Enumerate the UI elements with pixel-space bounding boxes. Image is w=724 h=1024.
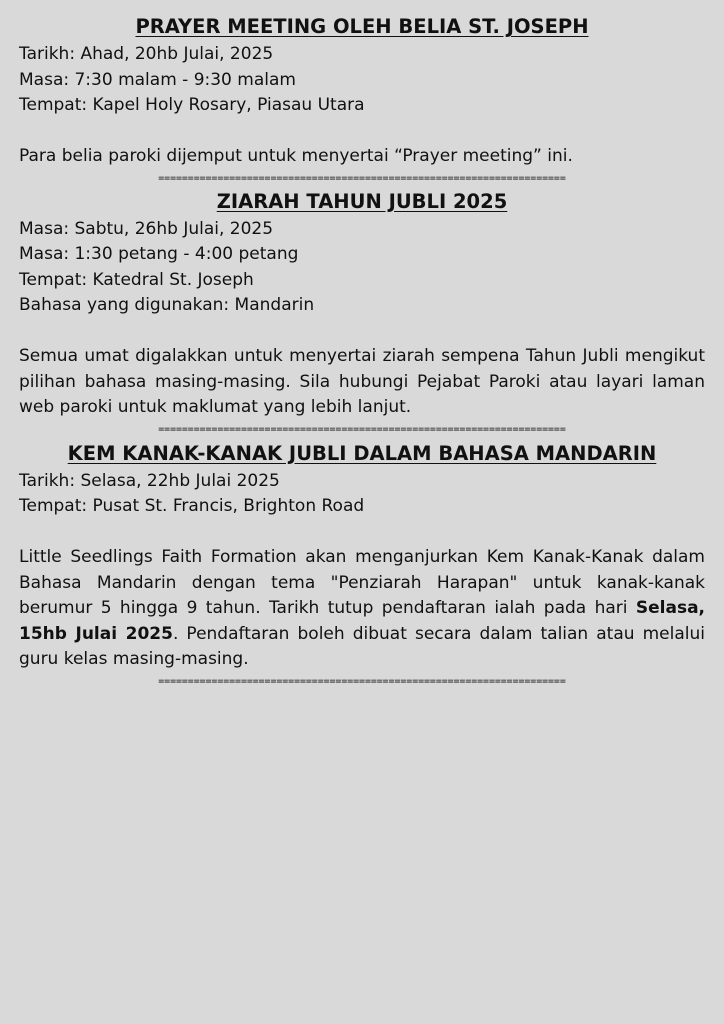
jubilee-pilgrimage-time: Masa: 1:30 petang - 4:00 petang [19, 244, 299, 264]
jubilee-pilgrimage-section [19, 187, 705, 421]
jubilee-pilgrimage-language: Bahasa yang digunakan: Mandarin [19, 295, 315, 315]
prayer-meeting-body: Para belia paroki dijemput untuk menyertai “Prayer meeting” ini. [19, 146, 573, 166]
registration-deadline: Selasa, 15hb Julai 2025 [19, 598, 705, 644]
children-camp-body-text: Little Seedlings Faith Formation akan menganjurkan Kem Kanak-Kanak dalam Bahasa Mandarin dengan tema "Penziarah Harapan" untuk kanak-kanak berumur 5 hingga 9 tahun. Tarikh tutup pendaftaran ialah pada hari [19, 547, 705, 618]
children-camp-date: Tarikh: Selasa, 22hb Julai 2025 [19, 470, 280, 491]
section-divider-2: ===================================================================== [158, 423, 566, 435]
prayer-meeting-venue: Tempat: Kapel Holy Rosary, Piasau Utara [19, 95, 365, 115]
jubilee-pilgrimage-body: Semua umat digalakkan untuk menyertai ziarah sempena Tahun Jubli mengikut pilihan bahasa masing-masing. Sila hubungi Pejabat Paroki atau layari laman web paroki untuk maklumat yang lebih lanjut. [19, 346, 705, 417]
jubilee-pilgrimage-date: Masa: Sabtu, 26hb Julai, 2025 [19, 218, 274, 239]
jubilee-pilgrimage-title: ZIARAH TAHUN JUBLI 2025 [216, 189, 508, 213]
prayer-meeting-date: Tarikh: Ahad, 20hb Julai, 2025 [19, 44, 274, 64]
spacer [19, 319, 705, 345]
children-camp-title: KEM KANAK-KANAK JUBLI DALAM BAHASA MANDARIN [67, 441, 657, 465]
children-camp-body [19, 545, 705, 673]
jubilee-pilgrimage-venue: Tempat: Katedral St. Joseph [19, 269, 254, 290]
prayer-meeting-section [19, 12, 705, 170]
section-divider-3: ===================================================================== [158, 675, 566, 687]
spacer [19, 520, 705, 546]
children-camp-venue: Tempat: Pusat St. Francis, Brighton Road [19, 496, 365, 516]
spacer [19, 119, 705, 145]
children-camp-section [19, 439, 705, 673]
prayer-meeting-title: PRAYER MEETING OLEH BELIA ST. JOSEPH [135, 15, 589, 38]
children-camp-body-text-end: . Pendaftaran boleh dibuat secara dalam talian atau melalui guru kelas masing-masing. [19, 623, 705, 669]
section-divider-1: ===================================================================== [158, 172, 566, 184]
prayer-meeting-time: Masa: 7:30 malam - 9:30 malam [19, 69, 296, 90]
